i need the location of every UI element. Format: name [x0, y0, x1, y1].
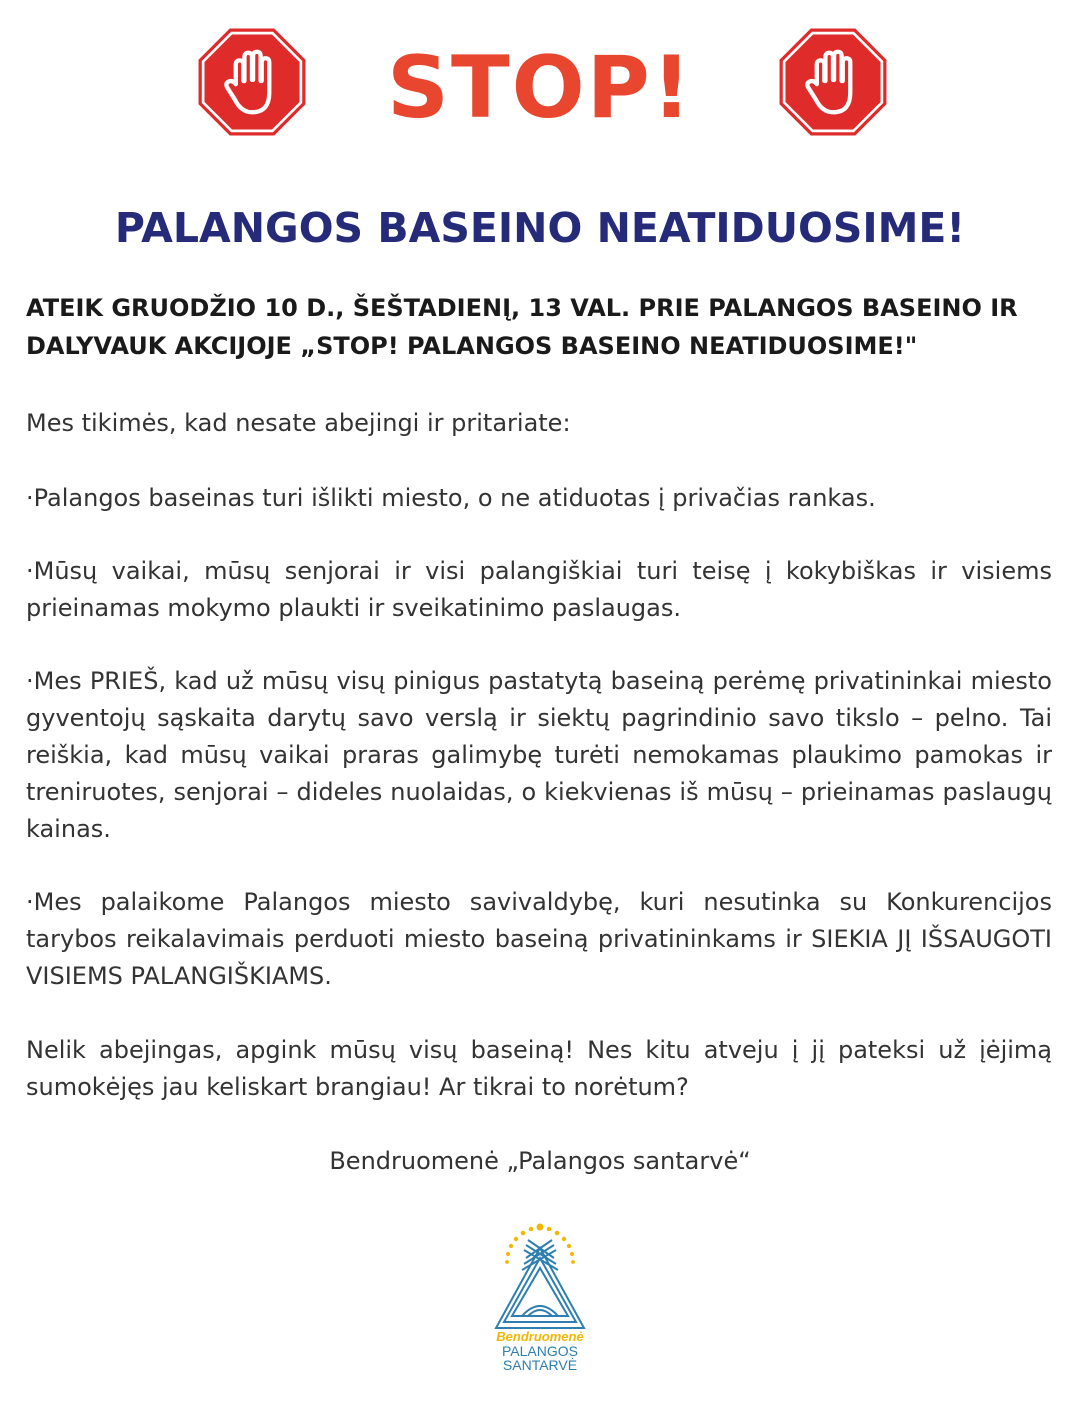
closing-paragraph: Nelik abejingas, apgink mūsų visų baseiną! Nes kitu atveju į jį pateksi už įėjimą sumokėjęs jau keliskart brangiau! Ar tikrai to norėtum? — [26, 1036, 1052, 1101]
intro-paragraph: Mes tikimės, kad nesate abejingi ir pritariate: — [26, 409, 571, 437]
event-announcement: ATEIK GRUODŽIO 10 D., ŠEŠTADIENĮ, 13 VAL. PRIE PALANGOS BASEINO IR DALYVAUK AKCIJOJE „STOP! PALANGOS BASEINO NEATIDUOSIME!" — [26, 294, 1018, 360]
stop-hand-icon — [779, 28, 887, 136]
logo-label-santarve: SANTARVĖ — [502, 1357, 578, 1373]
bullet-paragraph-3: ·Mes PRIEŠ, kad už mūsų visų pinigus pastatytą baseiną perėmę privatininkai miesto gyventojų sąskaita darytų savo verslą ir siektų pagrindinio savo tikslo – pelno. Tai reiškia, kad mūsų vaikai praras galimybę turėti nemokamas plaukimo pamokas ir treniruotes, senjorai – dideles nuolaidas, o kiekvienas iš mūsų – prieinamas paslaugų kainas. — [26, 667, 1052, 843]
signature: Bendruomenė „Palangos santarvė“ — [329, 1147, 751, 1175]
stop-heading: STOP! — [387, 38, 693, 138]
bullet-paragraph-2: ·Mūsų vaikai, mūsų senjorai ir visi palangiškiai turi teisę į kokybiškas ir visiems prieinamas mokymo plaukti ir sveikatinimo paslaugas. — [26, 557, 1052, 622]
bullet-paragraph-4: ·Mes palaikome Palangos miesto savivaldybę, kuri nesutinka su Konkurencijos tarybos reikalavimais perduoti miesto baseiną privatininkams ir SIEKIA JĮ IŠSAUGOTI VISIEMS PALANGIŠKIAMS. — [26, 888, 1052, 990]
page-headline: PALANGOS BASEINO NEATIDUOSIME! — [114, 204, 966, 252]
logo-label-community: Bendruomenė — [496, 1329, 584, 1344]
logo-label-palangos: PALANGOS — [502, 1343, 578, 1359]
bullet-paragraph-1: ·Palangos baseinas turi išlikti miesto, o ne atiduotas į privačias rankas. — [26, 484, 876, 512]
